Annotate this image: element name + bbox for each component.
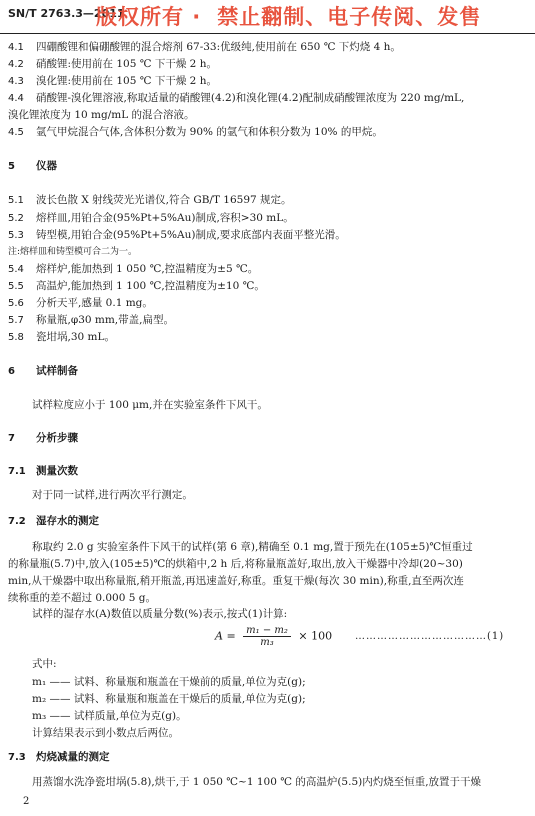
item-4-3: 4.3 溴化锂:使用前在 105 ℃ 下干燥 2 h。 bbox=[8, 75, 217, 87]
section-7-heading: 7 分析步骤 bbox=[8, 432, 78, 444]
section-7-1-heading: 7.1 测量次数 bbox=[8, 465, 78, 477]
item-5-3: 5.3 铸型模,用铂合金(95%Pt+5%Au)制成,要求底部内表面平整光滑。 bbox=[8, 229, 346, 241]
para-7-2-line2: 的称量瓶(5.7)中,放入(105±5)℃的烘箱中,2 h 后,将称量瓶盖好,取出,放入干燥器中冷却(20~30) bbox=[8, 558, 463, 570]
section-7-2-heading: 7.2 湿存水的测定 bbox=[8, 515, 99, 527]
para-7-3: 用蒸馏水洗净瓷坩埚(5.8),烘干,于 1 050 ℃~1 100 ℃ 的高温炉(5.5)内灼烧至恒重,放置于干燥 bbox=[32, 776, 482, 788]
formula-fraction bbox=[243, 625, 291, 648]
item-5-5: 5.5 高温炉,能加热到 1 100 ℃,控温精度为±10 ℃。 bbox=[8, 280, 265, 292]
header-rule bbox=[0, 33, 535, 34]
watermark-part2: 禁止翻制、电子传阅、发售 bbox=[217, 5, 482, 29]
item-5-1: 5.1 波长色散 X 射线荧光光谱仪,符合 GB/T 16597 规定。 bbox=[8, 194, 292, 206]
page-number: 2 bbox=[23, 796, 30, 807]
item-4-1: 4.1 四硼酸锂和偏硼酸锂的混合熔剂 67-33:优级纯,使用前在 650 ℃ 下灼烧 4 h。 bbox=[8, 41, 401, 53]
calc-note: 计算结果表示到小数点后两位。 bbox=[32, 727, 179, 739]
item-5-7: 5.7 称量瓶,φ30 mm,带盖,扁型。 bbox=[8, 314, 174, 326]
section-7-3-heading: 7.3 灼烧减量的测定 bbox=[8, 751, 110, 763]
standard-code: SN/T 2763.3—2011 bbox=[8, 7, 125, 20]
item-4-5: 4.5 氩气甲烷混合气体,含体积分数为 90% 的氩气和体积分数为 10% 的甲烷。 bbox=[8, 126, 383, 138]
para-7-2-line3: min,从干燥器中取出称量瓶,稍开瓶盖,再迅速盖好,称重。重复干燥(每次 30 min),称重,直至两次连 bbox=[8, 575, 464, 587]
item-4-4-cont: 溴化锂浓度为 10 mg/mL 的混合溶液。 bbox=[8, 109, 195, 121]
item-5-4: 5.4 熔样炉,能加热到 1 050 ℃,控温精度为±5 ℃。 bbox=[8, 263, 259, 275]
para-6: 试样粒度应小于 100 μm,并在实验室条件下风干。 bbox=[32, 399, 268, 411]
para-7-1: 对于同一试样,进行两次平行测定。 bbox=[32, 489, 193, 501]
item-5-2: 5.2 熔样皿,用铂合金(95%Pt+5%Au)制成,容积>30 mL。 bbox=[8, 212, 294, 224]
formula-equation-number: ………………………………(1) bbox=[355, 631, 505, 642]
formula-lhs: A = bbox=[215, 629, 236, 643]
def-m1: m₁ —— 试料、称量瓶和瓶盖在干燥前的质量,单位为克(g); bbox=[32, 676, 306, 688]
para-7-2-line4: 续称重的差不超过 0.000 5 g。 bbox=[8, 592, 156, 604]
formula-1 bbox=[215, 625, 332, 648]
item-5-6: 5.6 分析天平,感量 0.1 mg。 bbox=[8, 297, 153, 309]
item-4-4: 4.4 硝酸锂-溴化锂溶液,称取适量的硝酸锂(4.2)和溴化锂(4.2)配制成硝酸锂浓度为 220 mg/mL, bbox=[8, 92, 465, 104]
watermark-part1: 版权所有 · bbox=[96, 5, 202, 29]
formula-denominator: m₃ bbox=[260, 637, 274, 648]
where-label: 式中: bbox=[32, 658, 57, 670]
formula-numerator: m₁ − m₂ bbox=[243, 625, 291, 637]
item-4-2: 4.2 硝酸锂:使用前在 105 ℃ 下干燥 2 h。 bbox=[8, 58, 217, 70]
def-m3: m₃ —— 试样质量,单位为克(g)。 bbox=[32, 710, 187, 722]
item-5-8: 5.8 瓷坩埚,30 mL。 bbox=[8, 331, 115, 343]
note-5: 注:熔样皿和铸型模可合二为一。 bbox=[8, 247, 138, 257]
para-7-2-line1: 称取约 2.0 g 实验室条件下风干的试样(第 6 章),精确至 0.1 mg,置于预先在(105±5)℃恒重过 bbox=[32, 541, 473, 553]
watermark bbox=[96, 1, 497, 31]
section-6-heading: 6 试样制备 bbox=[8, 365, 78, 377]
section-5-heading: 5 仪器 bbox=[8, 160, 57, 172]
formula-multiplier: × 100 bbox=[298, 629, 333, 643]
para-7-2-formula-intro: 试样的湿存水(A)数值以质量分数(%)表示,按式(1)计算: bbox=[32, 608, 288, 620]
def-m2: m₂ —— 试料、称量瓶和瓶盖在干燥后的质量,单位为克(g); bbox=[32, 693, 306, 705]
